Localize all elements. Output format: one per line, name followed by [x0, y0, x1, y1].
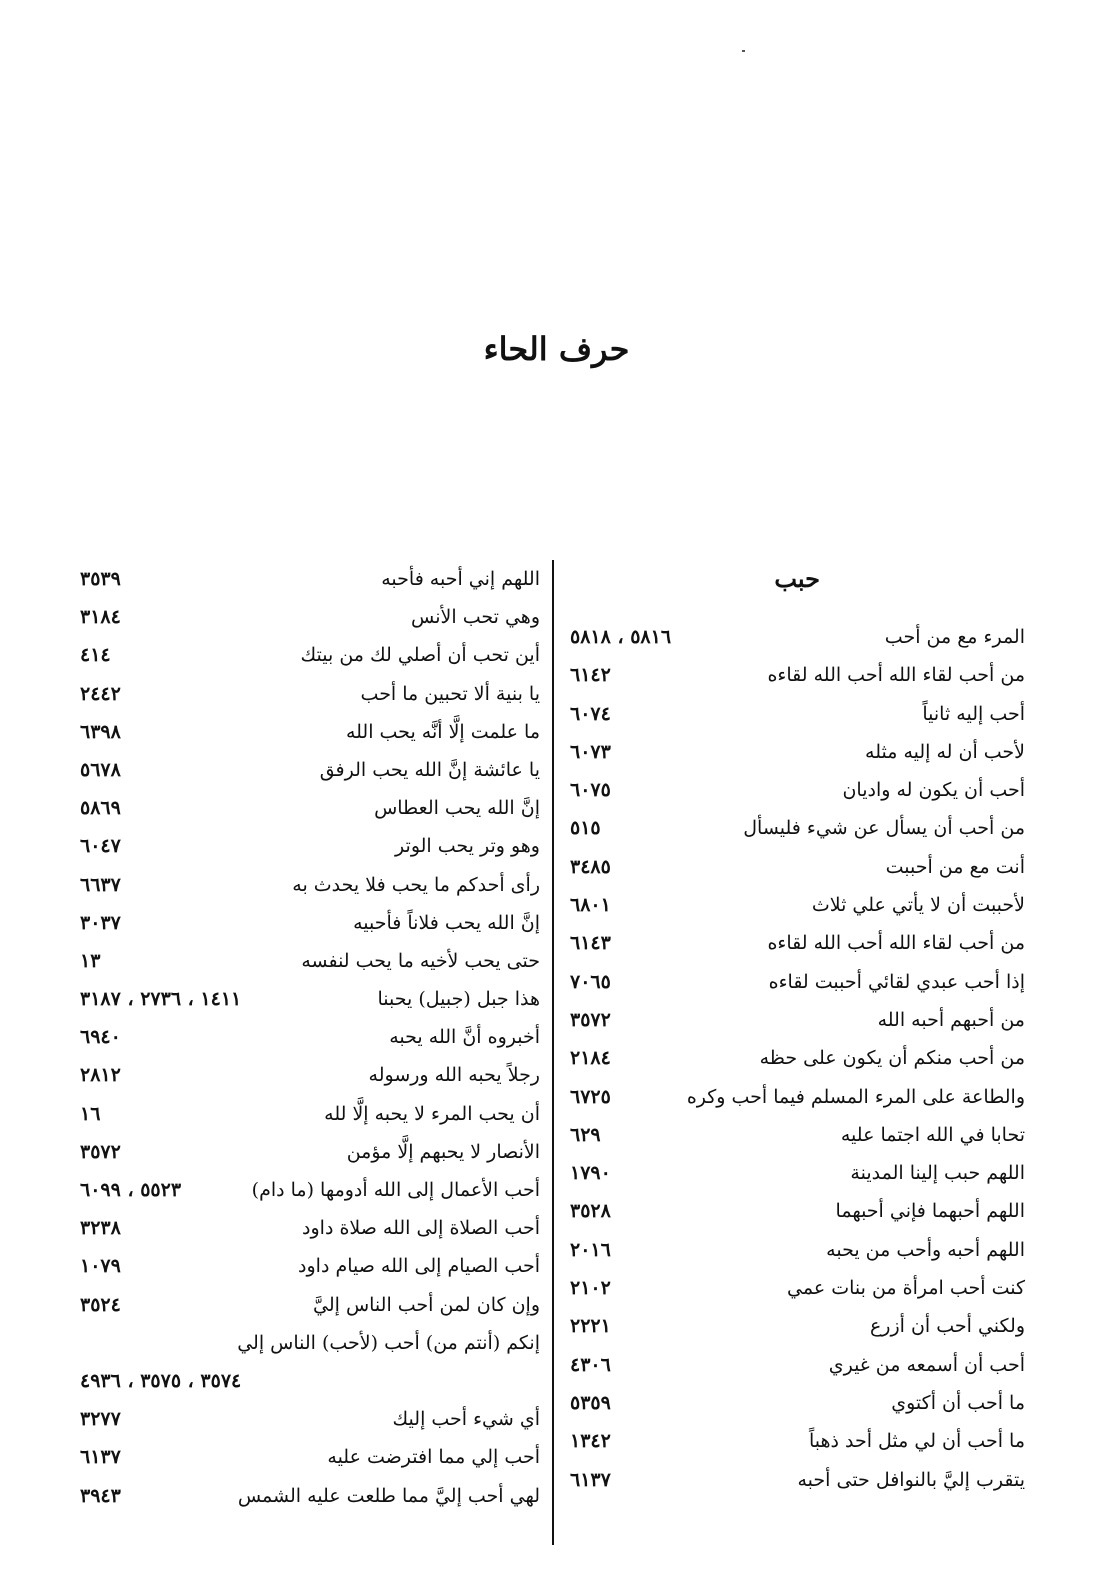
- entry-reference-number: ٦٢٩: [570, 1123, 601, 1146]
- entry-reference-number: ٣٤٨٥: [570, 855, 611, 878]
- entry-text: إذا أحب عبدي لقائي أحببت لقاءه: [768, 970, 1025, 993]
- index-entry: [80, 1477, 540, 1515]
- entry-text: رأى أحدكم ما يحب فلا يحدث به: [292, 873, 540, 896]
- index-entry: [570, 1269, 1025, 1307]
- entry-text: اللهم إني أحبه فأحبه: [381, 568, 540, 590]
- entry-reference-number: ٤٣٠٦: [570, 1353, 611, 1376]
- entry-text: أحب أن أسمعه من غيري: [828, 1353, 1025, 1376]
- entry-text: اللهم حبب إلينا المدينة: [850, 1162, 1025, 1185]
- entry-text: وإن كان لمن أحب الناس إليَّ: [313, 1293, 540, 1316]
- entry-reference-number: ٦٠٧٤: [570, 702, 611, 725]
- entry-text: أحب الصلاة إلى الله صلاة داود: [302, 1217, 540, 1240]
- entry-reference-number: ٥٦٧٨: [80, 758, 121, 781]
- entry-reference-number: ٢١٨٤: [570, 1047, 611, 1070]
- index-entry: [570, 924, 1025, 962]
- index-entry: [80, 1018, 540, 1056]
- index-entry: [570, 1346, 1025, 1384]
- entry-text: من أحبهم أحبه الله: [877, 1008, 1025, 1031]
- left-entries-list: [80, 560, 540, 1515]
- entry-text: حتى يحب لأخيه ما يحب لنفسه: [301, 949, 540, 972]
- entry-text: يتقرب إليَّ بالنوافل حتى أحبه: [797, 1468, 1025, 1491]
- index-entry: [80, 560, 540, 598]
- entry-text: هذا جبل (جبيل) يحبنا: [377, 988, 540, 1011]
- index-entry: [80, 636, 540, 674]
- entry-reference-number: ٦١٤٢: [570, 664, 611, 687]
- entry-text: ما علمت إلَّا أنَّه يحب الله: [345, 720, 540, 743]
- index-entry: [570, 695, 1025, 733]
- entry-text: إنَّ الله يحب العطاس: [374, 797, 540, 820]
- entry-text: يا بنية ألا تحبين ما أحب: [360, 682, 540, 705]
- entry-reference-number: ٣٥٧٤ ، ٣٥٧٥ ، ٤٩٣٦: [80, 1369, 242, 1392]
- entry-reference-number: ٣٠٣٧: [80, 911, 121, 934]
- index-entry: [570, 656, 1025, 694]
- entry-reference-number: ١٣٤٢: [570, 1430, 611, 1453]
- entry-reference-number: ٣٢٧٧: [80, 1408, 121, 1431]
- entry-reference-number: ٣١٨٤: [80, 606, 121, 629]
- index-entry: [80, 1324, 540, 1362]
- entry-reference-number: ٢٤٤٢: [80, 682, 121, 705]
- entry-reference-number: ٦١٣٧: [80, 1446, 121, 1469]
- entry-text: لأحببت أن لا يأتي علي ثلاث: [811, 894, 1025, 917]
- entry-text: من أحب أن يسأل عن شيء فليسأل: [743, 817, 1025, 840]
- entry-text: الأنصار لا يحبهم إلَّا مؤمن: [346, 1140, 540, 1163]
- entry-text: من أحب لقاء الله أحب الله لقاءه: [767, 932, 1025, 955]
- entry-text: أخبروه أنَّ الله يحبه: [389, 1026, 540, 1049]
- index-entry: [570, 886, 1025, 924]
- index-entry: [80, 1171, 540, 1209]
- entry-text: اللهم أحبه وأحب من يحبه: [826, 1238, 1025, 1261]
- index-entry: [80, 1286, 540, 1324]
- entry-reference-number: ١٧٩٠: [570, 1162, 611, 1185]
- index-entry: [80, 942, 540, 980]
- index-entry: [80, 1400, 540, 1438]
- entry-reference-number: ٢٨١٢: [80, 1064, 121, 1087]
- index-entry: [570, 1154, 1025, 1192]
- entry-reference-number: ٥٨٦٩: [80, 797, 121, 820]
- entry-reference-number: ٥٥٢٣ ، ٦٠٩٩: [80, 1179, 182, 1201]
- section-heading: حبب: [774, 564, 820, 593]
- entry-text: ولكني أحب أن أزرع: [869, 1315, 1025, 1338]
- entry-text: أين تحب أن أصلي لك من بيتك: [300, 644, 540, 667]
- entry-text: والطاعة على المرء المسلم فيما أحب وكره: [686, 1085, 1025, 1108]
- index-entry: [570, 1078, 1025, 1116]
- index-entry: [80, 1209, 540, 1247]
- entry-reference-number: ٣٩٤٣: [80, 1484, 121, 1507]
- entry-reference-number: ٦٦٣٧: [80, 873, 121, 896]
- entry-reference-number: ٧٠٦٥: [570, 970, 611, 993]
- index-entry: [80, 1095, 540, 1133]
- entry-reference-number: ٥٣٥٩: [570, 1391, 611, 1414]
- entry-text: أحب الأعمال إلى الله أدومها (ما دام): [251, 1179, 540, 1201]
- entry-text: المرء مع من أحب: [884, 626, 1025, 648]
- entry-text: ما أحب أن أكتوي: [891, 1391, 1025, 1414]
- entry-text: أحب أن يكون له واديان: [842, 779, 1025, 802]
- right-column: [570, 560, 1025, 1499]
- entry-reference-number: ٣٥٢٨: [570, 1200, 611, 1223]
- entry-reference-number: ١٣: [80, 949, 101, 972]
- entry-reference-number: ٦٧٢٥: [570, 1085, 611, 1108]
- entry-text: اللهم أحبهما فإني أحبهما: [835, 1200, 1025, 1223]
- index-entry: [570, 1039, 1025, 1077]
- index-entry: [80, 904, 540, 942]
- entry-text: تحابا في الله اجتما عليه: [840, 1123, 1025, 1146]
- entry-reference-number: ٥٨١٦ ، ٥٨١٨: [570, 626, 672, 648]
- entry-reference-number: ١٦: [80, 1102, 101, 1125]
- index-entry: [570, 618, 1025, 656]
- index-entry: [570, 848, 1025, 886]
- entry-text: أن يحب المرء لا يحبه إلَّا لله: [324, 1102, 540, 1125]
- entry-reference-number: ٦٨٠١: [570, 894, 611, 917]
- left-column: [80, 560, 540, 1515]
- index-entry: [80, 675, 540, 713]
- index-entry: [570, 963, 1025, 1001]
- entry-text: أحب إليه ثانياً: [922, 702, 1025, 725]
- entry-reference-number: ٢٠١٦: [570, 1238, 611, 1261]
- entry-text: ما أحب أن لي مثل أحد ذهباً: [808, 1430, 1025, 1453]
- entry-reference-number: ٦١٤٣: [570, 932, 611, 955]
- entry-text: أحب الصيام إلى الله صيام داود: [298, 1255, 540, 1278]
- column-divider: [552, 560, 554, 1545]
- index-entry: [570, 1116, 1025, 1154]
- entry-text: وهو وتر يحب الوتر: [395, 835, 540, 858]
- index-entry: [570, 1422, 1025, 1460]
- entry-reference-number: ٣٥٧٢: [570, 1008, 611, 1031]
- entry-text: كنت أحب امرأة من بنات عمي: [787, 1277, 1025, 1300]
- index-entry: [80, 713, 540, 751]
- entry-reference-number: ٦٠٤٧: [80, 835, 121, 858]
- entry-reference-number: ٣٥٧٢: [80, 1140, 121, 1163]
- scan-speck: [742, 50, 745, 52]
- entry-reference-number: ١٠٧٩: [80, 1255, 121, 1278]
- entry-reference-number: ٣٢٣٨: [80, 1217, 121, 1240]
- entry-text: أحب إلي مما افترضت عليه: [327, 1446, 540, 1469]
- page-title: حرف الحاء: [483, 330, 630, 368]
- entry-text: إنكم (أنتم من) أحب (لأحب) الناس إلي: [237, 1331, 540, 1354]
- entry-text: من أحب لقاء الله أحب الله لقاءه: [767, 664, 1025, 687]
- entry-text: إنَّ الله يحب فلاناً فأحبيه: [353, 911, 540, 934]
- entry-reference-number: ٤١٤: [80, 644, 111, 667]
- entry-reference-number: ٦١٣٧: [570, 1468, 611, 1491]
- entry-reference-number: ٣٥٢٤: [80, 1293, 121, 1316]
- index-entry: [570, 733, 1025, 771]
- index-entry: [80, 1056, 540, 1094]
- index-entry: [570, 1307, 1025, 1345]
- entry-text: رجلاً يحبه الله ورسوله: [368, 1064, 540, 1087]
- entry-text: أي شيء أحب إليك: [392, 1408, 540, 1431]
- index-entry: [80, 598, 540, 636]
- index-entry: [80, 827, 540, 865]
- index-entry: [570, 1001, 1025, 1039]
- entry-reference-number: ٦٠٧٣: [570, 740, 611, 763]
- entry-reference-number: ٣٥٣٩: [80, 568, 121, 590]
- index-entry: [80, 1133, 540, 1171]
- index-entry: [570, 1192, 1025, 1230]
- entry-reference-number: ٦٩٤٠: [80, 1026, 121, 1049]
- entry-reference-number: ٦٣٩٨: [80, 720, 121, 743]
- entry-reference-number: ٦٠٧٥: [570, 779, 611, 802]
- index-entry: [570, 809, 1025, 847]
- entry-text: وهي تحب الأنس: [411, 606, 540, 629]
- index-entry: [570, 771, 1025, 809]
- entry-reference-number: ٥١٥: [570, 817, 601, 840]
- right-entries-list: [570, 618, 1025, 1499]
- entry-text: من أحب منكم أن يكون على حظه: [759, 1047, 1025, 1070]
- index-entry: [80, 1247, 540, 1285]
- entry-text: أنت مع من أحببت: [885, 855, 1025, 878]
- index-entry: [570, 1231, 1025, 1269]
- index-entry: [80, 789, 540, 827]
- entry-reference-number: ١٤١١ ، ٢٧٣٦ ، ٣١٨٧: [80, 988, 242, 1011]
- index-entry: [570, 1461, 1025, 1499]
- index-entry: [80, 751, 540, 789]
- entry-text: لأحب أن له إليه مثله: [865, 740, 1025, 763]
- index-entry: [80, 1438, 540, 1476]
- index-entry: [570, 1384, 1025, 1422]
- entry-text: يا عائشة إنَّ الله يحب الرفق: [319, 758, 540, 781]
- entry-text: لهي أحب إليَّ مما طلعت عليه الشمس: [237, 1484, 540, 1507]
- entry-reference-number: ٢٢٢١: [570, 1315, 611, 1338]
- entry-reference-number: ٢١٠٢: [570, 1277, 611, 1300]
- index-entry: [80, 866, 540, 904]
- index-entry: [80, 1362, 540, 1400]
- index-entry: [80, 980, 540, 1018]
